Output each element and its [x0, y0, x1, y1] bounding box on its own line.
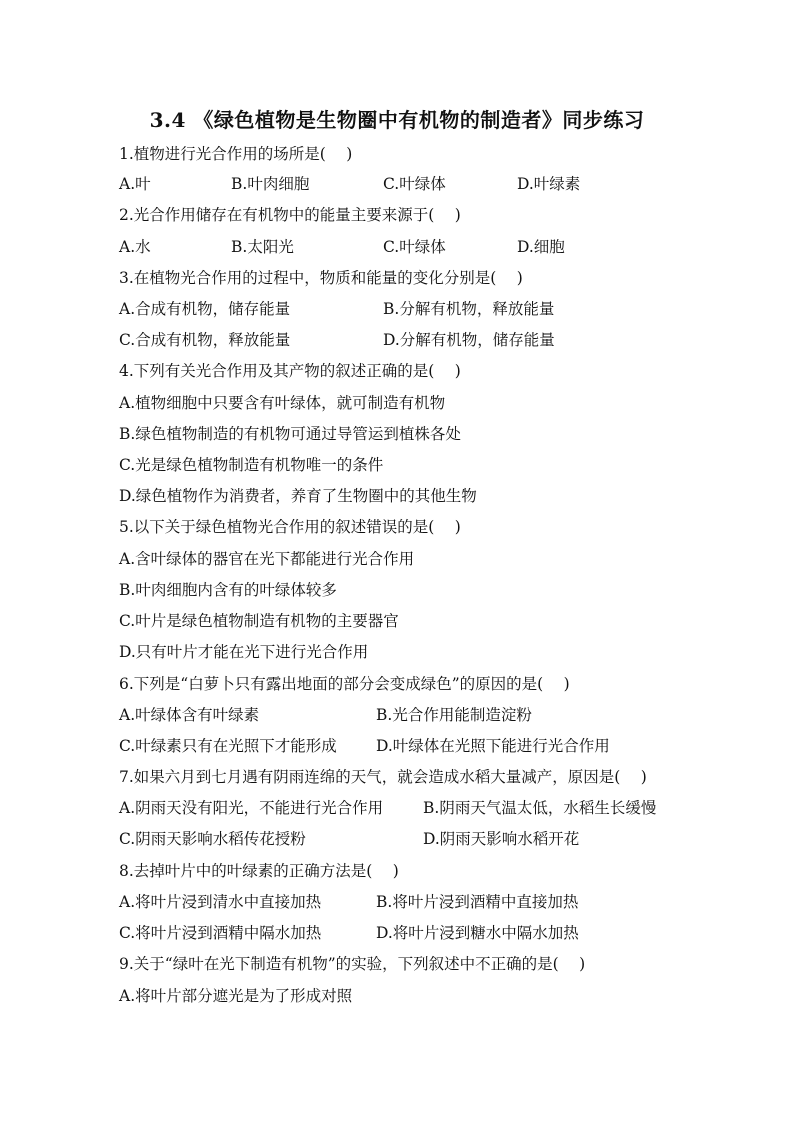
- question-4-option-a: A.植物细胞中只要含有叶绿体，就可制造有机物: [119, 394, 446, 412]
- question-7-option-b: B.阴雨天气温太低，水稻生长缓慢: [423, 799, 657, 817]
- question-6-option-d: D.叶绿体在光照下能进行光合作用: [376, 737, 610, 755]
- question-4-option-d: D.绿色植物作为消费者，养育了生物圈中的其他生物: [119, 487, 477, 505]
- question-5-option-b: B.叶肉细胞内含有的叶绿体较多: [119, 581, 337, 599]
- question-7-stem: 7.如果六月到七月遇有阴雨连绵的天气，就会造成水稻大量减产，原因是( ): [119, 768, 647, 786]
- question-4-option-b: B.绿色植物制造的有机物可通过导管运到植株各处: [119, 425, 461, 443]
- question-8-stem: 8.去掉叶片中的叶绿素的正确方法是( ): [119, 862, 399, 880]
- question-3-option-b: B.分解有机物，释放能量: [383, 300, 555, 318]
- question-3-option-c: C.合成有机物，释放能量: [119, 331, 291, 349]
- question-3-option-a: A.合成有机物，储存能量: [119, 300, 291, 318]
- question-1-option-d: D.叶绿素: [517, 175, 581, 193]
- question-6-option-c: C.叶绿素只有在光照下才能形成: [119, 737, 337, 755]
- question-3-option-d: D.分解有机物，储存能量: [383, 331, 555, 349]
- question-1-stem: 1.植物进行光合作用的场所是( ): [119, 145, 353, 163]
- question-2-stem: 2.光合作用储存在有机物中的能量主要来源于( ): [119, 206, 461, 224]
- question-8-option-b: B.将叶片浸到酒精中直接加热: [376, 893, 579, 911]
- question-4-stem: 4.下列有关光合作用及其产物的叙述正确的是( ): [119, 362, 461, 380]
- question-5-option-d: D.只有叶片才能在光下进行光合作用: [119, 643, 369, 661]
- question-2-option-b: B.太阳光: [231, 238, 294, 256]
- question-8-option-d: D.将叶片浸到糖水中隔水加热: [376, 924, 579, 942]
- question-1-option-b: B.叶肉细胞: [231, 175, 310, 193]
- question-6-option-a: A.叶绿体含有叶绿素: [119, 706, 260, 724]
- question-4-option-c: C.光是绿色植物制造有机物唯一的条件: [119, 456, 384, 474]
- question-7-option-c: C.阴雨天影响水稻传花授粉: [119, 830, 306, 848]
- page-title: 3.4 《绿色植物是生物圈中有机物的制造者》同步练习: [149, 108, 645, 132]
- question-6-option-b: B.光合作用能制造淀粉: [376, 706, 532, 724]
- question-5-option-c: C.叶片是绿色植物制造有机物的主要器官: [119, 612, 399, 630]
- question-2-option-d: D.细胞: [517, 238, 565, 256]
- question-5-stem: 5.以下关于绿色植物光合作用的叙述错误的是( ): [119, 518, 461, 536]
- question-1-option-a: A.叶: [119, 175, 151, 193]
- question-8-option-a: A.将叶片浸到清水中直接加热: [119, 893, 322, 911]
- question-2-option-c: C.叶绿体: [383, 238, 446, 256]
- question-1-option-c: C.叶绿体: [383, 175, 446, 193]
- question-5-option-a: A.含叶绿体的器官在光下都能进行光合作用: [119, 550, 415, 568]
- question-8-option-c: C.将叶片浸到酒精中隔水加热: [119, 924, 322, 942]
- question-9-option-a: A.将叶片部分遮光是为了形成对照: [119, 987, 353, 1005]
- question-6-stem: 6.下列是“白萝卜只有露出地面的部分会变成绿色”的原因的是( ): [119, 675, 570, 693]
- question-2-option-a: A.水: [119, 238, 151, 256]
- question-7-option-a: A.阴雨天没有阳光，不能进行光合作用: [119, 799, 384, 817]
- question-3-stem: 3.在植物光合作用的过程中，物质和能量的变化分别是( ): [119, 269, 523, 287]
- question-9-stem: 9.关于“绿叶在光下制造有机物”的实验，下列叙述中不正确的是( ): [119, 955, 586, 973]
- question-7-option-d: D.阴雨天影响水稻开花: [423, 830, 580, 848]
